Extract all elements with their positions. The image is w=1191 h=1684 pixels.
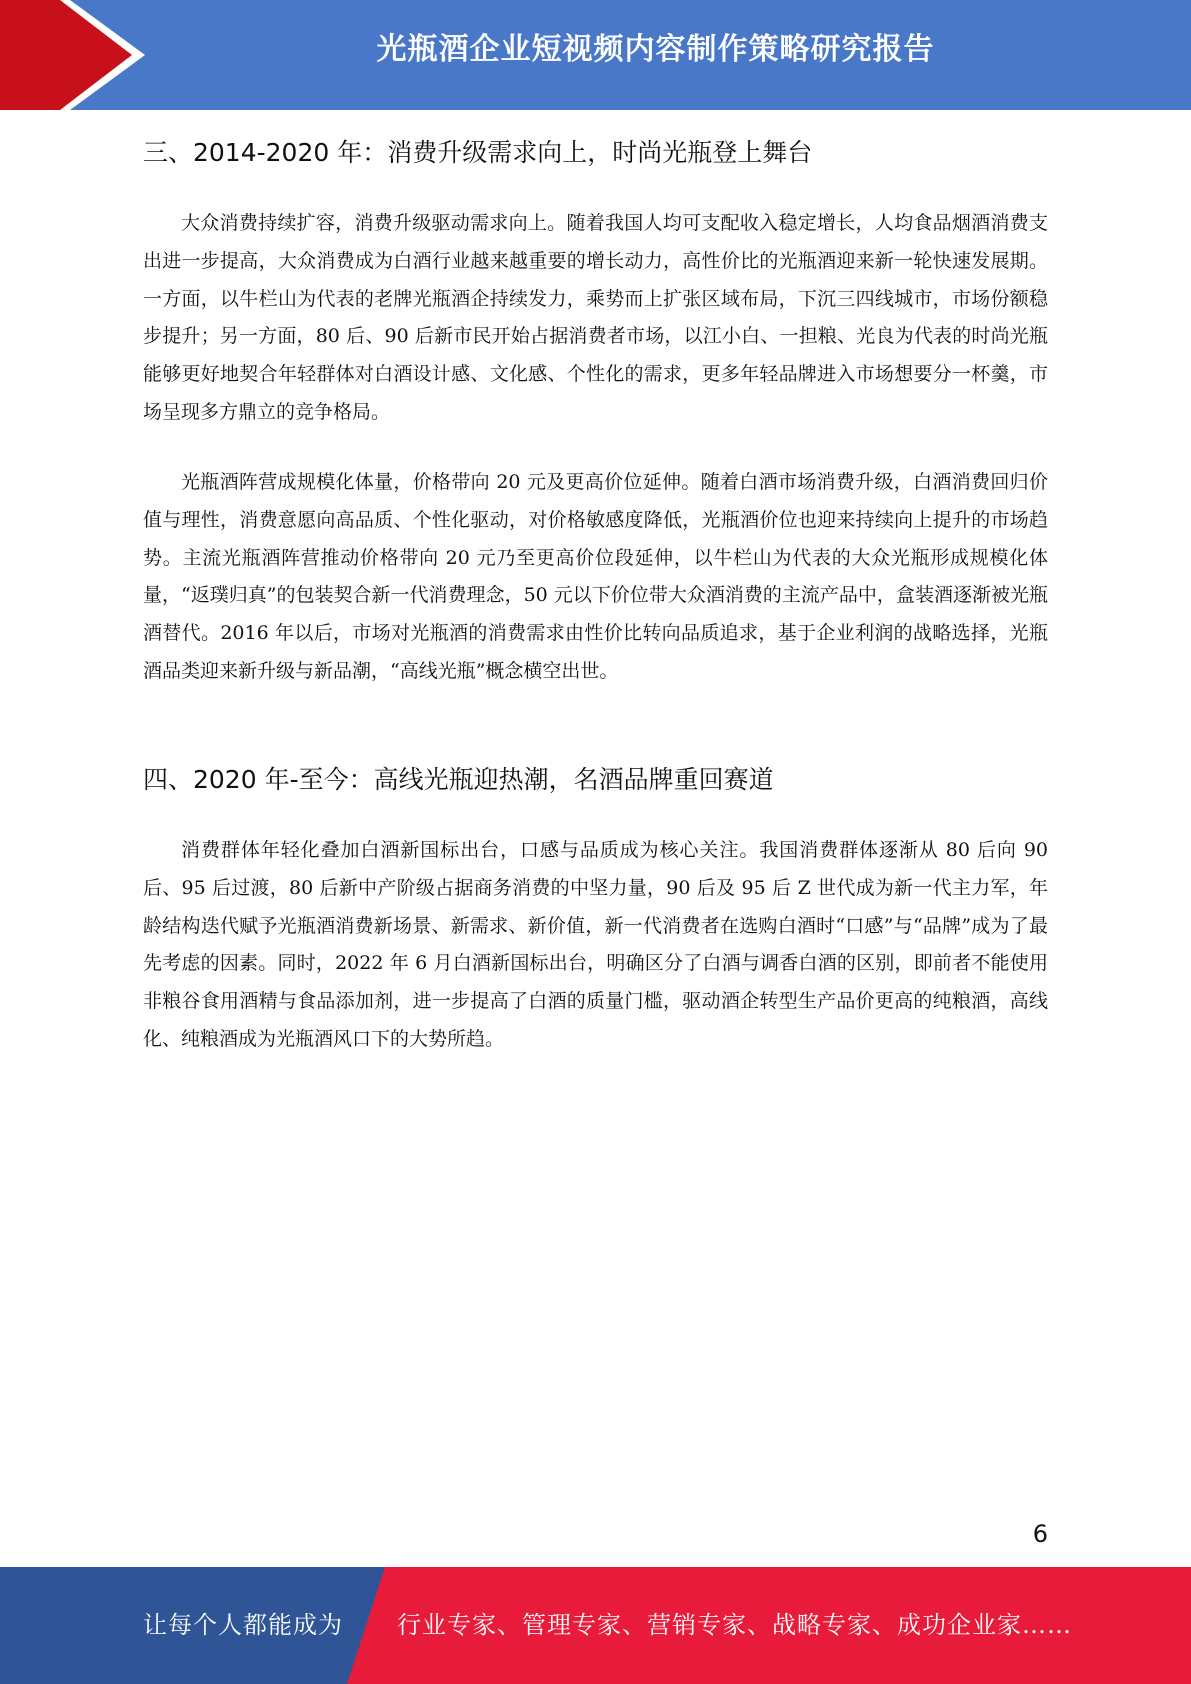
header-banner: [0, 0, 1191, 110]
footer-banner: [0, 1567, 1191, 1684]
footer-slogan-left: 让每个人都能成为: [143, 1611, 343, 1639]
report-title: 光瓶酒企业短视频内容制作策略研究报告: [376, 32, 935, 67]
footer-slogan-right: 行业专家、管理专家、营销专家、战略专家、成功企业家……: [397, 1611, 1072, 1639]
section-4-paragraph-1: 消费群体年轻化叠加白酒新国标出台，口感与品质成为核心关注。我国消费群体逐渐从 80 后向 90 后、95 后过渡，80 后新中产阶级占据商务消费的中坚力量，90 后及 95 后 Z 世代成为新一代主力军，年龄结构迭代赋予光瓶酒消费新场景、新需求、新价值，新一代消费者在选购白酒时“口感”与“品牌”成为了最先考虑的因素。同时，2022 年 6 月白酒新国标出台，明确区分了白酒与调香白酒的区别，即前者不能使用非粮谷食用酒精与食品添加剂，进一步提高了白酒的质量门槛，驱动酒企转型生产品价更高的纯粮酒，高线化、纯粮酒成为光瓶酒风口下的大势所趋。: [143, 839, 1048, 1050]
page-number: 6: [1032, 1520, 1048, 1548]
section-heading-3: 三、2014-2020 年：消费升级需求向上，时尚光瓶登上舞台: [143, 138, 813, 167]
section-heading-4: 四、2020 年-至今：高线光瓶迎热潮，名酒品牌重回赛道: [143, 765, 774, 794]
section-3-paragraph-2: 光瓶酒阵营成规模化体量，价格带向 20 元及更高价位延伸。随着白酒市场消费升级，白酒消费回归价值与理性，消费意愿向高品质、个性化驱动，对价格敏感度降低，光瓶酒价位也迎来持续向上提升的市场趋势。主流光瓶酒阵营推动价格带向 20 元乃至更高价位段延伸，以牛栏山为代表的大众光瓶形成规模化体量，“返璞归真”的包装契合新一代消费理念，50 元以下价位带大众酒消费的主流产品中，盒装酒逐渐被光瓶酒替代。2016 年以后，市场对光瓶酒的消费需求由性价比转向品质追求，基于企业利润的战略选择，光瓶酒品类迎来新升级与新品潮，“高线光瓶”概念横空出世。: [143, 471, 1048, 682]
section-3-paragraph-1: 大众消费持续扩容，消费升级驱动需求向上。随着我国人均可支配收入稳定增长，人均食品烟酒消费支出进一步提高，大众消费成为白酒行业越来越重要的增长动力，高性价比的光瓶酒迎来新一轮快速发展期。一方面，以牛栏山为代表的老牌光瓶酒企持续发力，乘势而上扩张区域布局，下沉三四线城市，市场份额稳步提升；另一方面，80 后、90 后新市民开始占据消费者市场，以江小白、一担粮、光良为代表的时尚光瓶能够更好地契合年轻群体对白酒设计感、文化感、个性化的需求，更多年轻品牌进入市场想要分一杯羹，市场呈现多方鼎立的竞争格局。: [143, 212, 1048, 423]
